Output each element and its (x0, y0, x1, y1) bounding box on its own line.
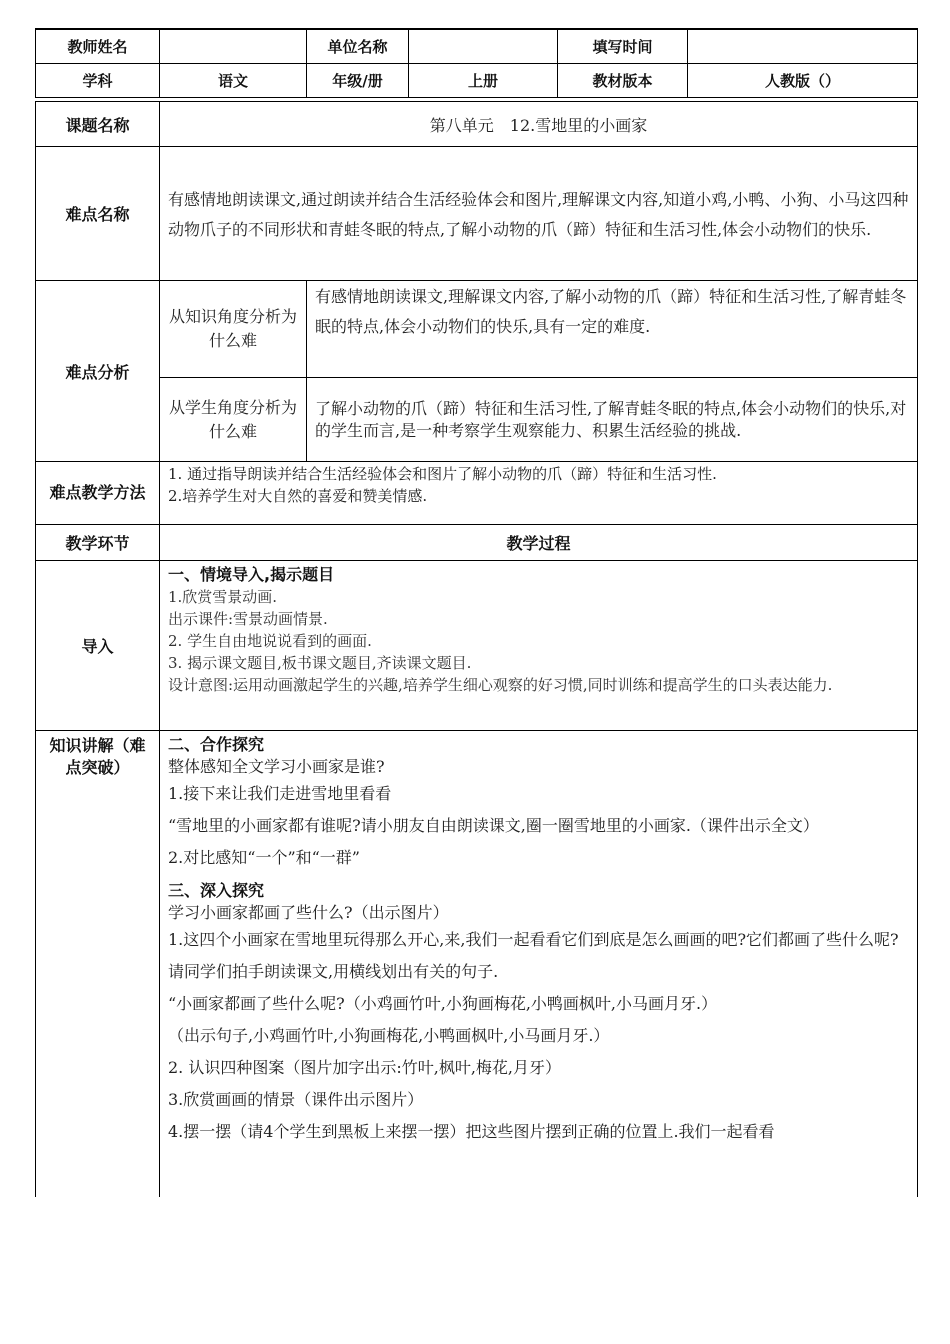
teacher-name-label: 教师姓名 (36, 29, 160, 64)
fill-time-value (688, 29, 918, 64)
intro-line-1: 1.欣赏雪景动画. (168, 588, 278, 606)
process-header-row (36, 525, 918, 561)
section-3-subheading: 学习小画家都画了些什么?（出示图片） (168, 903, 449, 922)
intro-line-4: 3. 揭示课文题目,板书课文题目,齐读课文题目. (168, 654, 472, 672)
header-table (35, 28, 918, 98)
student-angle-text: 了解小动物的爪（蹄）特征和生活习性,了解青蛙冬眠的特点,体会小动物们的快乐,对的学生而言,是一种考察学生观察能力、积累生活经验的挑战. (307, 378, 918, 462)
unit-name-value (409, 29, 558, 64)
fill-time-label: 填写时间 (558, 29, 688, 64)
intro-line-3: 2. 学生自由地说说看到的画面. (168, 632, 372, 650)
header-row-2 (36, 64, 918, 98)
analysis-row-student (36, 378, 918, 462)
unit-name-label: 单位名称 (307, 29, 409, 64)
lesson-plan-page (35, 28, 917, 1197)
grade-value: 上册 (409, 64, 558, 98)
section-2-line-1: 1.接下来让我们走进雪地里看看 (168, 784, 392, 803)
intro-line-2: 出示课件:雪景动画情景. (168, 610, 328, 628)
intro-cell (160, 561, 918, 731)
difficulty-text: 有感情地朗读课文,通过朗读并结合生活经验体会和图片,理解课文内容,知道小鸡,小鸭、小狗、小马这四种动物爪子的不同形状和青蛙冬眠的特点,了解小动物的爪（蹄）特征和生活习性,体会小动物们的快乐. (160, 147, 918, 281)
section-2-subheading: 整体感知全文学习小画家是谁? (168, 757, 385, 776)
section-3-line-5: 3.欣赏画画的情景（课件出示图片） (168, 1090, 424, 1109)
topic-label: 课题名称 (36, 102, 160, 147)
section-3-line-2: “小画家都画了些什么呢?（小鸡画竹叶,小狗画梅花,小鸭画枫叶,小马画月牙.） (168, 994, 718, 1013)
knowledge-angle-label: 从知识角度分析为什么难 (160, 281, 307, 378)
topic-row (36, 102, 918, 147)
subject-value: 语文 (160, 64, 307, 98)
knowledge-cell (160, 731, 918, 1197)
section-2-line-2: “雪地里的小画家都有谁呢?请小朋友自由朗读课文,圈一圈雪地里的小画家.（课件出示全文） (168, 816, 819, 835)
intro-row (36, 561, 918, 731)
intro-line-5: 设计意图:运用动画激起学生的兴趣,培养学生细心观察的好习惯,同时训练和提高学生的口头表达能力. (168, 676, 833, 694)
section-3-line-1: 1.这四个小画家在雪地里玩得那么开心,来,我们一起看看它们到底是怎么画画的吧?它们都画了些什么呢?请同学们拍手朗读课文,用横线划出有关的句子. (168, 930, 899, 981)
method-row (36, 462, 918, 525)
student-angle-label: 从学生角度分析为什么难 (160, 378, 307, 462)
main-table (35, 101, 918, 1197)
method-line-1: 1. 通过指导朗读并结合生活经验体会和图片了解小动物的爪（蹄）特征和生活习性. (168, 465, 717, 483)
section-3-heading: 三、深入探究 (168, 881, 265, 900)
method-cell (160, 462, 918, 525)
knowledge-label: 知识讲解（难点突破） (36, 731, 160, 1197)
section-3-line-6: 4.摆一摆（请4个学生到黑板上来摆一摆）把这些图片摆到正确的位置上.我们一起看看 (168, 1122, 775, 1141)
edition-value: 人教版（） (688, 64, 918, 98)
intro-heading: 一、情境导入,揭示题目 (168, 565, 335, 584)
process-left-header: 教学环节 (36, 525, 160, 561)
subject-label: 学科 (36, 64, 160, 98)
section-3-line-4: 2. 认识四种图案（图片加字出示:竹叶,枫叶,梅花,月牙） (168, 1058, 562, 1077)
method-line-2: 2.培养学生对大自然的喜爱和赞美情感. (168, 487, 428, 505)
analysis-row-knowledge (36, 281, 918, 378)
intro-label: 导入 (36, 561, 160, 731)
section-2-line-3: 2.对比感知“一个”和“一群” (168, 848, 360, 867)
difficulty-row (36, 147, 918, 281)
topic-value: 第八单元 12.雪地里的小画家 (160, 102, 918, 147)
difficulty-label: 难点名称 (36, 147, 160, 281)
header-row-1 (36, 29, 918, 64)
process-right-header: 教学过程 (160, 525, 918, 561)
section-3-line-3: （出示句子,小鸡画竹叶,小狗画梅花,小鸭画枫叶,小马画月牙.） (168, 1026, 610, 1045)
knowledge-row (36, 731, 918, 1197)
method-label: 难点教学方法 (36, 462, 160, 525)
knowledge-angle-text: 有感情地朗读课文,理解课文内容,了解小动物的爪（蹄）特征和生活习性,了解青蛙冬眠的特点,体会小动物们的快乐,具有一定的难度. (307, 281, 918, 378)
teacher-name-value (160, 29, 307, 64)
analysis-label: 难点分析 (36, 281, 160, 462)
grade-label: 年级/册 (307, 64, 409, 98)
edition-label: 教材版本 (558, 64, 688, 98)
section-2-heading: 二、合作探究 (168, 735, 265, 754)
